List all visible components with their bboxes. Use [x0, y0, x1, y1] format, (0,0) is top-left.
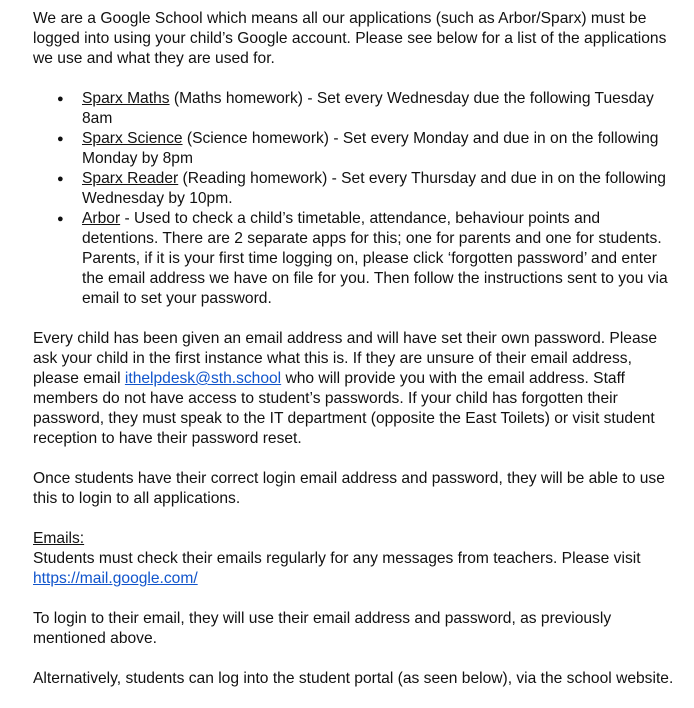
- email-address-paragraph: [33, 329, 674, 449]
- spacer: [33, 509, 674, 529]
- intro-paragraph: We are a Google School which means all our applications (such as Arbor/Sparx) must be logged into using your child’s Google account. Please see below for a list of the applications we use and what they are used for.: [33, 10, 667, 67]
- sparx-reader-description: (Reading homework) - Set every Thursday and due in on the following Wednesday by 10pm.: [82, 170, 666, 207]
- gmail-link-line: [33, 569, 674, 589]
- spacer: [33, 589, 674, 609]
- spacer: [33, 449, 674, 469]
- emails-heading: Emails:: [33, 530, 85, 547]
- sparx-maths-link[interactable]: Sparx Maths: [82, 90, 170, 107]
- arbor-description: - Used to check a child’s timetable, attendance, behaviour points and detentions. There are 2 separate apps for this; one for parents and one for students. Parents, if it is your first time logging on, please click ‘forgotten password’ and enter the email address we have on file for you. Then follow the instructions sent to you via email to set your password.: [82, 210, 668, 307]
- spacer: [33, 309, 674, 329]
- portal-paragraph: Alternatively, students can log into the student portal (as seen below), via the school website.: [33, 670, 674, 687]
- list-item-sparx-reader: [82, 169, 674, 209]
- email-info-before: Every child has been given an email address and will have set their own password. Please ask your child in the first instance what this is. If they are unsure of their email address, please email: [33, 330, 658, 387]
- emails-paragraph: Students must check their emails regularly for any messages from teachers. Please visit: [33, 550, 641, 567]
- applications-list: [33, 89, 674, 309]
- list-item-arbor: [82, 209, 674, 309]
- helpdesk-email-link[interactable]: ithelpdesk@sth.school: [124, 370, 282, 387]
- list-item-sparx-maths: [82, 89, 674, 129]
- arbor-link[interactable]: Arbor: [82, 210, 121, 227]
- gmail-link[interactable]: https://mail.google.com/: [33, 570, 198, 587]
- email-info-after: who will provide you with the email address. Staff members do not have access to student’s passwords. If your child has forgotten their password, they must speak to the IT department (opposite the East Toilets) or visit student reception to have their password reset.: [33, 370, 655, 447]
- email-login-paragraph: To login to their email, they will use their email address and password, as previously mentioned above.: [33, 610, 612, 647]
- sparx-science-description: (Science homework) - Set every Monday and due in on the following Monday by 8pm: [82, 130, 659, 167]
- spacer: [33, 649, 674, 669]
- login-paragraph: Once students have their correct login email address and password, they will be able to use this to login to all applications.: [33, 470, 665, 507]
- sparx-reader-link[interactable]: Sparx Reader: [82, 170, 179, 187]
- list-item-sparx-science: [82, 129, 674, 169]
- sparx-maths-description: (Maths homework) - Set every Wednesday due the following Tuesday 8am: [82, 90, 654, 127]
- sparx-science-link[interactable]: Sparx Science: [82, 130, 183, 147]
